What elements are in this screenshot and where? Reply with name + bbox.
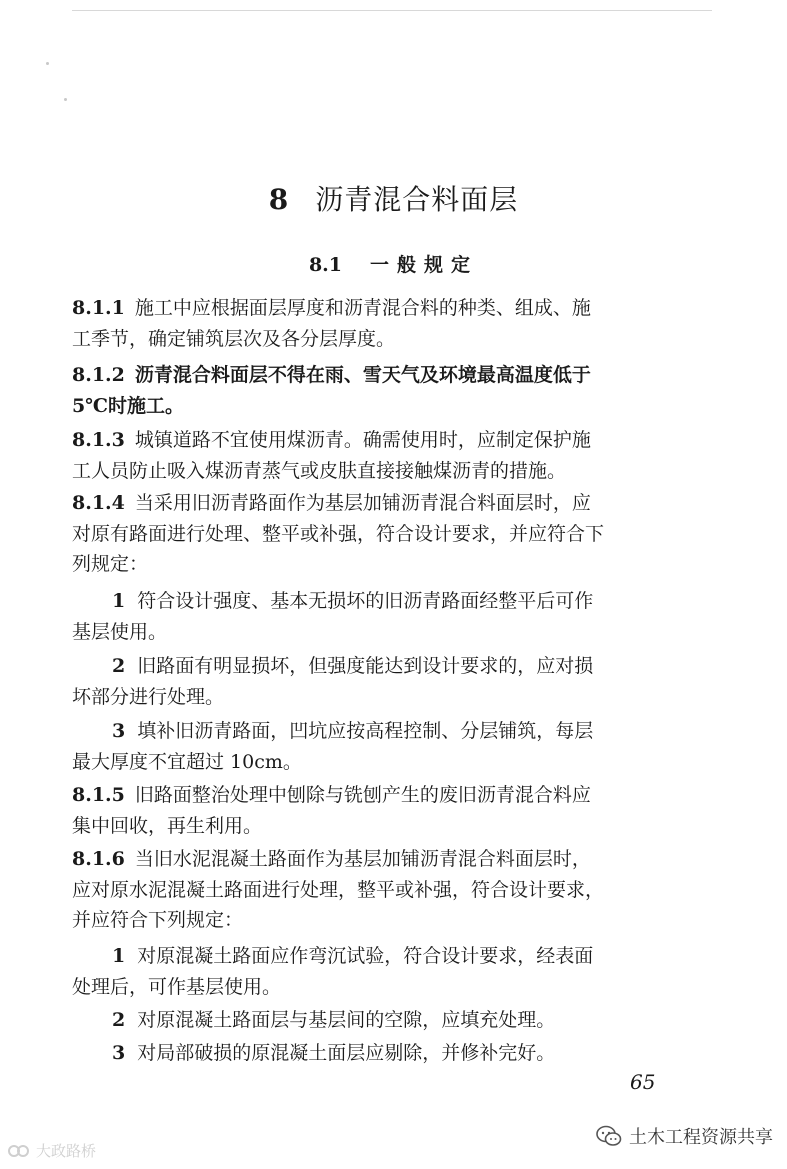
chapter-number: 8: [268, 183, 290, 216]
chapter-heading: [0, 178, 787, 218]
clause-line: [72, 814, 262, 838]
clause-line: [72, 783, 591, 807]
clause-text: 当采用旧沥青路面作为基层加铺沥青混合料面层时，应: [134, 492, 591, 514]
clause-text: 对原有路面进行处理、整平或补强，符合设计要求，并应符合下: [72, 523, 605, 545]
item-number: 2: [112, 655, 126, 677]
clause-line: [72, 522, 604, 546]
item-number: 3: [112, 720, 126, 742]
list-item-line: [112, 944, 593, 968]
clause-line: [72, 327, 395, 351]
clause-line: [72, 878, 604, 902]
clause-text: 5℃时施工。: [72, 395, 184, 417]
item-text: 最大厚度不宜超过 10cm。: [72, 751, 302, 773]
clause-text: 集中回收，再生利用。: [72, 815, 263, 837]
clause-number: 8.1.2: [72, 364, 125, 386]
clause-text: 施工中应根据面层厚度和沥青混合料的种类、组成、施: [134, 297, 591, 319]
section-heading: [0, 250, 787, 277]
clause-text: 应对原水泥混凝土路面进行处理，整平或补强，符合设计要求，: [72, 879, 605, 901]
item-text: 填补旧沥青路面，凹坑应按高程控制、分层铺筑，每层: [137, 720, 594, 742]
clause-text: 当旧水泥混凝土路面作为基层加铺沥青混合料面层时，: [134, 848, 591, 870]
item-number: 1: [112, 945, 126, 967]
item-text: 基层使用。: [72, 621, 168, 643]
wechat-icon: [595, 1122, 623, 1150]
list-item-line: [72, 685, 224, 709]
clause-line: [72, 552, 148, 576]
item-number: 1: [112, 590, 126, 612]
clause-text: 沥青混合料面层不得在雨、雪天气及环境最高温度低于: [134, 364, 591, 386]
list-item-line: [112, 589, 593, 613]
scan-speck: [64, 98, 67, 101]
clause-line: [72, 363, 591, 387]
item-text: 处理后，可作基层使用。: [72, 976, 282, 998]
list-item-line: [72, 620, 167, 644]
clause-text: 并应符合下列规定：: [72, 909, 244, 931]
item-text: 对局部破损的原混凝土面层应剔除，并修补完好。: [137, 1042, 556, 1064]
top-rule: [72, 10, 712, 11]
list-item-line: [72, 975, 281, 999]
clause-number: 8.1.3: [72, 429, 125, 451]
clause-line: [72, 491, 591, 515]
scan-speck: [46, 62, 49, 65]
list-item-line: [72, 750, 302, 774]
clause-line: [72, 847, 591, 871]
list-item-line: [112, 719, 593, 743]
clause-line: [72, 428, 591, 452]
watermark-left: [8, 1140, 96, 1161]
item-text: 坏部分进行处理。: [72, 686, 225, 708]
clause-line: [72, 296, 591, 320]
item-number: 2: [112, 1009, 126, 1031]
clause-line: [72, 908, 243, 932]
clause-text: 列规定：: [72, 553, 149, 575]
logo-icon: [8, 1143, 30, 1159]
item-text: 旧路面有明显损坏，但强度能达到设计要求的，应对损: [137, 655, 594, 677]
section-number: 8.1: [308, 254, 343, 276]
clause-text: 旧路面整治处理中刨除与铣刨产生的废旧沥青混合料应: [134, 784, 591, 806]
clause-number: 8.1.4: [72, 492, 125, 514]
clause-text: 工季节，确定铺筑层次及各分层厚度。: [72, 328, 396, 350]
list-item-line: [112, 1041, 555, 1065]
clause-text: 工人员防止吸入煤沥青蒸气或皮肤直接接触煤沥青的措施。: [72, 460, 567, 482]
clause-line: [72, 394, 184, 418]
watermark-right-text: 土木工程资源共享: [629, 1127, 773, 1148]
item-number: 3: [112, 1042, 126, 1064]
page-number: 65: [630, 1070, 656, 1094]
item-text: 对原混凝土路面应作弯沉试验，符合设计要求，经表面: [137, 945, 594, 967]
clause-line: [72, 459, 566, 483]
watermark-right: [595, 1122, 773, 1150]
watermark-left-text: 大政路桥: [36, 1142, 97, 1160]
item-text: 对原混凝土路面层与基层间的空隙，应填充处理。: [137, 1009, 556, 1031]
list-item-line: [112, 1008, 555, 1032]
item-text: 符合设计强度、基本无损坏的旧沥青路面经整平后可作: [137, 590, 594, 612]
clause-number: 8.1.1: [72, 297, 125, 319]
clause-number: 8.1.6: [72, 848, 125, 870]
chapter-title: 沥青混合料面层: [315, 183, 519, 216]
list-item-line: [112, 654, 593, 678]
clause-text: 城镇道路不宜使用煤沥青。确需使用时，应制定保护施: [134, 429, 591, 451]
clause-number: 8.1.5: [72, 784, 125, 806]
section-title: 一般规定: [370, 254, 479, 276]
